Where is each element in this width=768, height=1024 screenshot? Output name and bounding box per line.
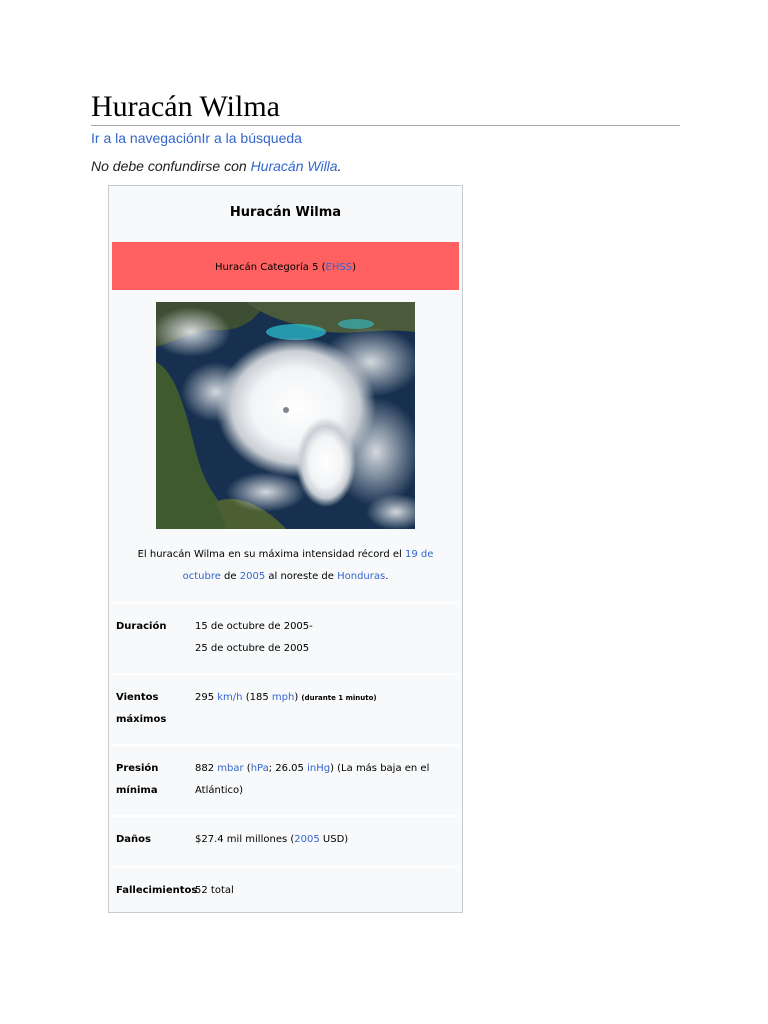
deaths-value: 52 total <box>195 885 234 896</box>
damages-label: Daños <box>116 834 151 845</box>
kmh-link[interactable]: km/h <box>217 692 243 703</box>
category-close: ) <box>352 262 356 273</box>
hatnote-suffix: . <box>337 158 342 174</box>
pressure-text: 882 <box>195 763 218 774</box>
caption-text: El huracán Wilma en su máxima intensidad récord el <box>137 549 405 560</box>
caption-year-link[interactable]: 2005 <box>239 571 266 582</box>
winds-text: ) <box>294 692 302 703</box>
infobox-row-damages <box>112 815 459 865</box>
category-scale-link[interactable]: EHSS <box>325 262 353 273</box>
duration-end: 25 de octubre de 2005 <box>195 643 310 654</box>
jump-to-navigation-link[interactable]: Ir a la navegación <box>91 130 202 146</box>
infobox-title: Huracán Wilma <box>229 205 342 220</box>
hatnote-link[interactable]: Huracán Willa <box>250 158 338 174</box>
infobox-category-banner <box>112 242 459 290</box>
infobox <box>108 185 463 913</box>
pressure-text: ( <box>243 763 251 774</box>
winds-text: 295 <box>195 692 218 703</box>
mph-link[interactable]: mph <box>271 692 295 703</box>
category-text: Huracán Categoría 5 <box>215 262 319 273</box>
pressure-text: ; 26.05 <box>268 763 308 774</box>
hatnote-prefix: No debe confundirse con <box>91 158 251 174</box>
winds-label: Vientos máximos <box>116 692 167 725</box>
duration-label: Duración <box>116 621 167 632</box>
hpa-link[interactable]: hPa <box>250 763 269 774</box>
infobox-row-winds <box>112 673 459 743</box>
jump-links <box>91 129 302 147</box>
category-open: ( <box>318 262 326 273</box>
jump-to-search-link[interactable]: Ir a la búsqueda <box>201 130 302 146</box>
hatnote <box>91 157 341 175</box>
hurricane-satellite-image[interactable] <box>156 302 415 529</box>
infobox-image-cell <box>112 294 459 600</box>
winds-note: (durante 1 minuto) <box>301 694 377 702</box>
title-divider <box>91 125 680 126</box>
pressure-text: ) (La más baja en el Atlántico) <box>195 763 430 796</box>
winds-text: (185 <box>242 692 272 703</box>
duration-start: 15 de octubre de 2005- <box>195 621 313 632</box>
caption-text: . <box>385 571 389 582</box>
damages-text: $27.4 mil millones ( <box>195 834 295 845</box>
mbar-link[interactable]: mbar <box>217 763 244 774</box>
caption-text: de <box>220 571 240 582</box>
infobox-row-pressure <box>112 744 459 814</box>
winds-value <box>195 687 453 709</box>
caption-date-link[interactable]: 19 de octubre <box>182 549 434 582</box>
damages-year-link[interactable]: 2005 <box>294 834 320 845</box>
pressure-label: Presión mínima <box>116 763 159 796</box>
deaths-label: Fallecimientos <box>116 885 198 896</box>
caption-country-link[interactable]: Honduras <box>337 571 386 582</box>
caption-text: al noreste de <box>265 571 338 582</box>
image-caption <box>132 544 439 588</box>
pressure-value <box>195 758 453 802</box>
infobox-row-deaths <box>112 866 459 912</box>
duration-value <box>195 616 453 660</box>
page-title: Huracán Wilma <box>91 90 280 123</box>
infobox-row-duration <box>112 602 459 672</box>
damages-value <box>195 829 453 851</box>
damages-text: USD) <box>319 834 349 845</box>
inhg-link[interactable]: inHg <box>307 763 331 774</box>
